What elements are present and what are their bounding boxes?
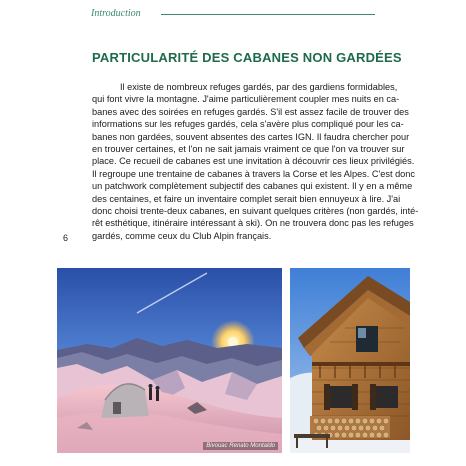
body-line: banes avec des soirées en refuges gardés. S'il est assez facile de trouver des: [92, 106, 409, 117]
running-head-rule: [161, 14, 375, 15]
section-title: PARTICULARITÉ DES CABANES NON GARDÉES: [92, 50, 402, 65]
running-head: Introduction: [91, 8, 141, 19]
body-line: rêt esthétique, itinéraire intéressant à ski). On ne trouvera donc pas les refuges: [92, 218, 414, 229]
body-line: banes non gardées, souvent absentes des cartes IGN. Il faudra chercher pour: [92, 131, 410, 142]
photo-caption: Bivouac Renato Montaldo: [203, 442, 278, 450]
photo-bivouac-sunset: [57, 268, 282, 453]
body-line: Il regroupe une trentaine de cabanes à travers la Corse et les Alpes. C'est donc: [92, 168, 415, 179]
body-line: des centaines, et faire un inventaire complet serait bien ennuyeux à lire. J'ai: [92, 193, 401, 204]
body-line: place. Ce recueil de cabanes est une invitation à découvrir ces lieux privilégiés.: [92, 156, 415, 167]
body-line: en trouver certaines, et l'on ne sait jamais vraiment ce que l'on va trouver sur: [92, 143, 405, 154]
body-line: informations sur les refuges gardés, cela s'avère plus compliqué pour les ca-: [92, 119, 404, 130]
page-number: 6: [63, 233, 69, 243]
body-line: donc choisi trente-deux cabanes, en suivant quelques critères (non gardés, inté-: [92, 205, 419, 216]
body-line: Il existe de nombreux refuges gardés, par des gardiens formidables,: [120, 82, 398, 92]
bivouac-sunset-illustration: [57, 268, 282, 453]
body-line: gardés, comme ceux du Club Alpin français.: [92, 230, 272, 241]
body-paragraph: [92, 81, 419, 242]
wooden-cabin-illustration: [290, 268, 410, 453]
photo-wooden-cabin: [290, 268, 410, 453]
body-line: un patchwork complètement subjectif des cabanes qui existent. Il y en a même: [92, 181, 413, 192]
body-line: qui font vivre la montagne. J'aime particulièrement coupler mes nuits en ca-: [92, 94, 400, 105]
